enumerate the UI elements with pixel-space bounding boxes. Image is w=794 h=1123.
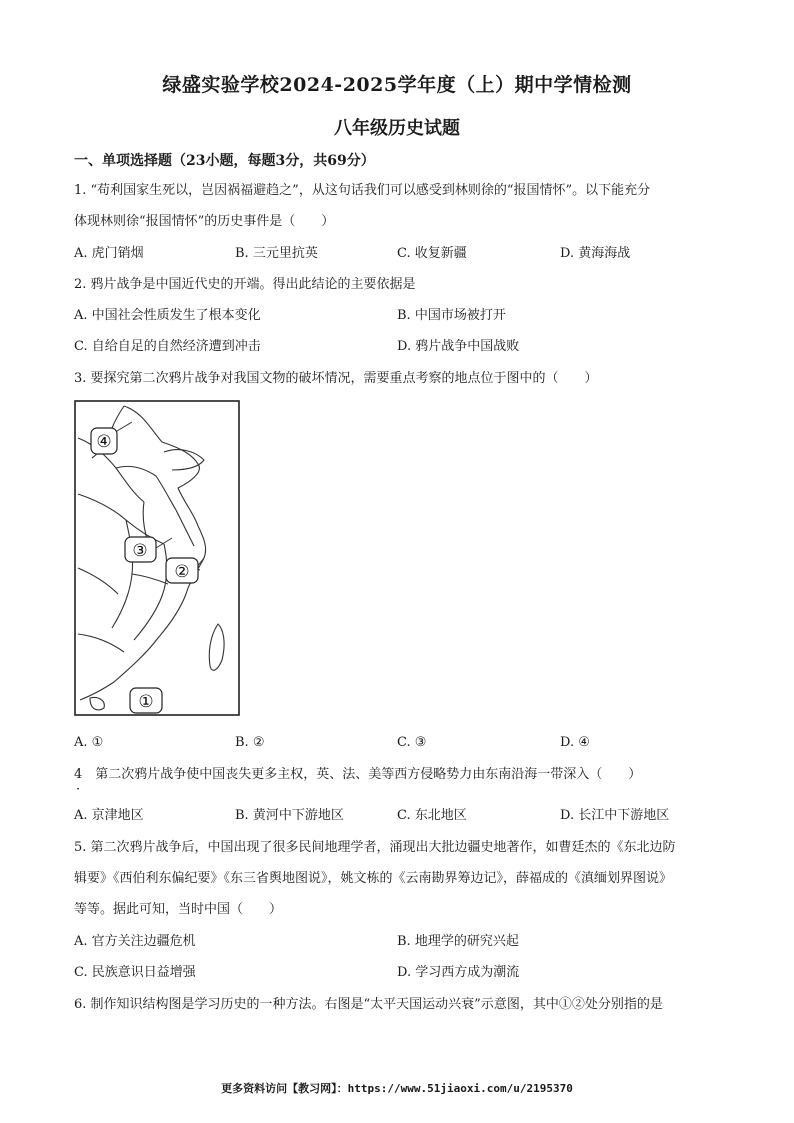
question-3-option-a: A. ① [74,735,104,750]
question-3-option-d: D. ④ [560,735,590,750]
question-5-option-d: D. 学习西方成为潮流 [397,965,520,980]
map-label-2: ② [174,562,190,582]
question-3-option-c: C. ③ [397,735,427,750]
section-heading: 一、单项选择题（23小题，每题3分，共69分） [74,153,375,169]
question-5-line-3: 等等。据此可知，当时中国（ ） [74,902,283,917]
question-1-option-b: B. 三元里抗英 [235,246,318,261]
dot-mark: · [76,782,81,797]
question-5-line-1: 5. 第二次鸦片战争后，中国出现了很多民间地理学者，涌现出大批边疆史地著作，如曹廷杰的《东北边防 [74,840,676,855]
question-4-option-a: A. 京津地区 [74,808,144,823]
footer-link[interactable]: 更多资料访问【教习网】：https://www.51jiaoxi.com/u/2195370 [221,1082,573,1095]
question-4-option-d: D. 长江中下游地区 [560,808,670,823]
question-2-line-1: 2. 鸦片战争是中国近代史的开端。得出此结论的主要依据是 [74,277,416,292]
question-5-option-c: C. 民族意识日益增强 [74,965,196,980]
question-3-option-b: B. ② [235,735,265,750]
question-5-line-2: 辑要》《西伯利东偏纪要》《东三省舆地图说》，姚文栋的《云南勘界筹边记》，薛福成的《滇缅划界图说》 [74,871,673,886]
question-1-option-c: C. 收复新疆 [397,246,467,261]
question-2-option-a: A. 中国社会性质发生了根本变化 [74,308,261,323]
question-6-line-1: 6. 制作知识结构图是学习历史的一种方法。右图是“太平天国运动兴衰”示意图，其中①②处分别指的是 [74,997,663,1012]
question-4-option-b: B. 黄河中下游地区 [235,808,344,823]
question-5-option-a: A. 官方关注边疆危机 [74,934,196,949]
question-1-option-d: D. 黄海海战 [560,246,631,261]
question-5-option-b: B. 地理学的研究兴起 [397,934,519,949]
question-4-line-1: 4 第二次鸦片战争使中国丧失更多主权，英、法、美等西方侵略势力由东南沿海一带深入（ ） [74,767,642,782]
question-3-line-1: 3. 要探究第二次鸦片战争对我国文物的破坏情况，需要重点考察的地点位于图中的（ ） [74,371,598,386]
question-2-option-d: D. 鸦片战争中国战败 [397,339,520,354]
question-1-option-a: A. 虎门销烟 [74,246,144,261]
china-east-map [72,398,242,718]
question-4-option-c: C. 东北地区 [397,808,467,823]
map-label-1: ① [138,692,154,712]
question-2-option-b: B. 中国市场被打开 [397,308,506,323]
question-1-line-2: 体现林则徐“报国情怀”的历史事件是（ ） [74,214,335,229]
map-label-4: ④ [96,432,112,452]
question-1-line-1: 1. “苟利国家生死以，岂因祸福避趋之”，从这句话我们可以感受到林则徐的“报国情怀”。以下能充分 [74,183,651,198]
exam-subtitle: 八年级历史试题 [334,118,460,139]
map-label-3: ③ [132,541,148,561]
exam-title: 绿盛实验学校2024-2025学年度（上）期中学情检测 [162,74,632,96]
question-2-option-c: C. 自给自足的自然经济遭到冲击 [74,339,261,354]
